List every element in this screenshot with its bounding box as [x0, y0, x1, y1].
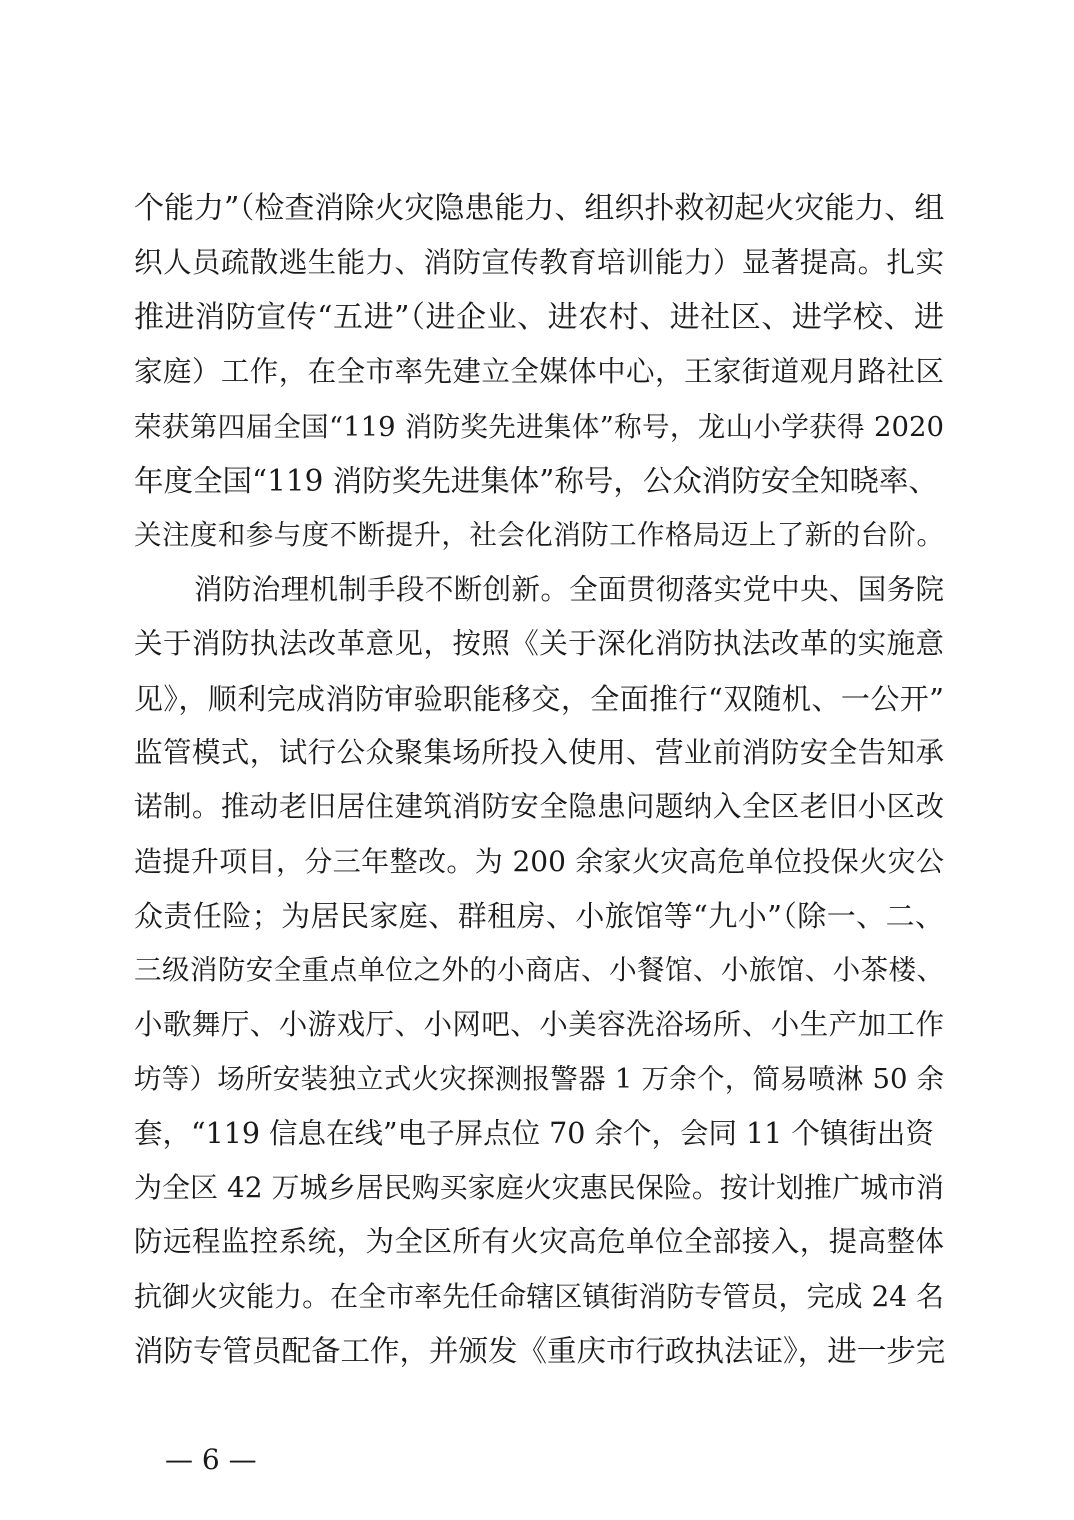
text-line: 推进消防宣传“五进”（进企业、进农村、进社区、进学校、进 — [134, 299, 944, 335]
paragraph — [134, 182, 944, 563]
text-line: 监管模式，试行公众聚集场所投入使用、营业前消防安全告知承 — [134, 735, 944, 769]
text-line: 消防治理机制手段不断创新。全面贯彻落实党中央、国务院 — [194, 572, 944, 606]
text-line: 抗御火灾能力。在全市率先任命辖区镇街消防专管员，完成 24 名 — [134, 1279, 944, 1313]
document-body — [134, 182, 944, 1379]
text-line: 年度全国“119 消防奖先进集体”称号，公众消防安全知晓率、 — [134, 463, 938, 498]
text-line: 为全区 42 万城乡居民购买家庭火灾惠民保险。按计划推广城市消 — [134, 1171, 944, 1205]
text-line: 织人员疏散逃生能力、消防宣传教育培训能力）显著提高。扎实 — [134, 246, 944, 280]
text-line: 防远程监控系统，为全区所有火灾高危单位全部接入，提高整体 — [134, 1225, 944, 1259]
paragraph — [134, 563, 944, 1379]
text-line: 关注度和参与度不断提升，社会化消防工作格局迈上了新的台阶。 — [134, 519, 944, 552]
text-line: 见》，顺利完成消防审验职能移交，全面推行“双随机、一公开” — [134, 681, 944, 716]
text-line: 诺制。推动老旧居住建筑消防安全隐患问题纳入全区老旧小区改 — [134, 790, 944, 824]
text-line: 消防专管员配备工作，并颁发《重庆市行政执法证》，进一步完 — [134, 1334, 946, 1369]
text-line: 众责任险；为居民家庭、群租房、小旅馆等“九小”（除一、二、 — [134, 899, 944, 934]
text-line: 三级消防安全重点单位之外的小商店、小餐馆、小旅馆、小茶楼、 — [134, 954, 944, 987]
text-line: 荣获第四届全国“119 消防奖先进集体”称号，龙山小学获得 2020 — [134, 410, 944, 443]
text-line: 个能力”（检查消除火灾隐患能力、组织扑救初起火灾能力、组 — [134, 191, 945, 226]
page-number: — 6 — — [165, 1443, 257, 1476]
text-line: 坊等）场所安装独立式火灾探测报警器 1 万余个，简易喷淋 50 余 — [134, 1063, 944, 1096]
text-line: 家庭）工作，在全市率先建立全媒体中心，王家街道观月路社区 — [134, 355, 944, 389]
text-line: 关于消防执法改革意见，按照《关于深化消防执法改革的实施意 — [134, 627, 944, 661]
text-line: 造提升项目，分三年整改。为 200 余家火灾高危单位投保火灾公 — [134, 844, 944, 878]
text-line: 套，“119 信息在线”电子屏点位 70 余个，会同 11 个镇街出资 — [134, 1116, 934, 1150]
text-line: 小歌舞厅、小游戏厅、小网吧、小美容洗浴场所、小生产加工作 — [134, 1007, 944, 1041]
